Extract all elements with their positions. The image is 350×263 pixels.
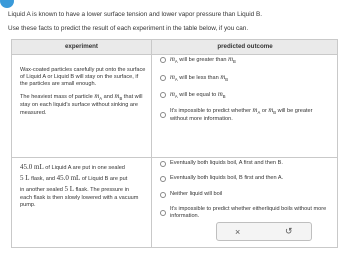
option-label: Eventually both liquids boil, A first and then B. [170, 160, 283, 166]
opt-m2: m [217, 91, 223, 98]
clear-button[interactable]: × [235, 227, 241, 237]
option-label: will be greater than [179, 57, 227, 63]
row2-experiment-text [20, 164, 146, 209]
table-header [12, 40, 337, 55]
option-label: will be less than [179, 75, 219, 81]
answer-actions [216, 222, 312, 241]
opt-sub2: B [225, 77, 229, 83]
flask-volume: 5 L [64, 185, 75, 194]
mass-symbol-b: m [114, 93, 120, 100]
opt-m2: m [268, 107, 274, 114]
flask-volume: 5 L [20, 174, 30, 183]
option-label: Neither liquid will boil [170, 191, 223, 197]
opt-sub2: B [273, 110, 277, 116]
status-check-icon [0, 0, 14, 8]
opt-m2: m [220, 74, 226, 81]
opt-sub: A [174, 94, 178, 100]
row2-text: of Liquid A are put in one sealed [45, 165, 125, 171]
radio-button[interactable] [160, 75, 166, 81]
row1-measure-text: The heaviest mass of particle [20, 94, 93, 100]
opt-m2: m [228, 56, 234, 63]
opt-sub: A [174, 59, 178, 65]
prediction-table [11, 39, 338, 248]
radio-button[interactable] [160, 92, 166, 98]
row2-text: each flask is then slowly lowered with a vacuum pump. [20, 194, 139, 208]
opt-m: m [170, 56, 175, 63]
intro-line-1: Liquid A is known to have a lower surface tension and lower vapor pressure than Liquid B. [8, 11, 263, 18]
opt-sub2: B [233, 59, 236, 65]
row-divider [12, 157, 337, 158]
and-word: and [103, 94, 113, 100]
mass-symbol-a: m [94, 93, 100, 100]
option-label: will be equal to [179, 92, 217, 98]
volume-value: 45.0 mL [20, 163, 44, 171]
column-divider [151, 40, 152, 247]
opt-m: m [252, 107, 258, 114]
opt-sub: A [174, 77, 178, 83]
row2-text: of Liquid B are put [81, 176, 128, 183]
row2-text: in another sealed [20, 187, 63, 194]
opt-m: m [170, 74, 175, 81]
mass-sub-b: B [119, 96, 123, 102]
radio-button[interactable] [160, 57, 166, 63]
opt-sub: A [257, 110, 261, 116]
row1-measure-cont: that will stay on each liquid's surface without sinking are measured. [20, 94, 143, 116]
header-outcome: predicted outcome [217, 43, 273, 50]
option-label: Eventually both liquids boil, B first and then A. [170, 175, 284, 181]
option-label-cont: will be greater without more information. [170, 108, 313, 123]
undo-button[interactable]: ↺ [285, 226, 293, 236]
header-experiment: experiment [64, 43, 98, 50]
opt-sub2: B [222, 94, 226, 100]
radio-button[interactable] [160, 161, 166, 167]
row1-experiment-text: Wax-coated particles carefully put onto the surface of Liquid A or Liquid B will stay on the surface, if the particles are small enough. [20, 67, 146, 88]
radio-button[interactable] [160, 112, 166, 118]
radio-button[interactable] [160, 192, 166, 198]
volume-value: 45.0 mL [56, 174, 81, 183]
radio-button[interactable] [160, 210, 166, 216]
or-word: or [261, 108, 267, 114]
row2-text: flask. The pressure in [75, 187, 129, 194]
option-label: It's impossible to predict whether [170, 108, 251, 114]
row1-experiment-measure [20, 93, 146, 117]
radio-button[interactable] [160, 176, 166, 182]
row2-text: flask, and [31, 176, 56, 183]
option-label: It's impossible to predict whether eitherliquid boils without more information. [170, 206, 327, 220]
mass-sub-a: A [99, 96, 103, 102]
opt-m: m [170, 91, 175, 98]
intro-line-2: Use these facts to predict the result of each experiment in the table below, if you can. [8, 25, 249, 32]
